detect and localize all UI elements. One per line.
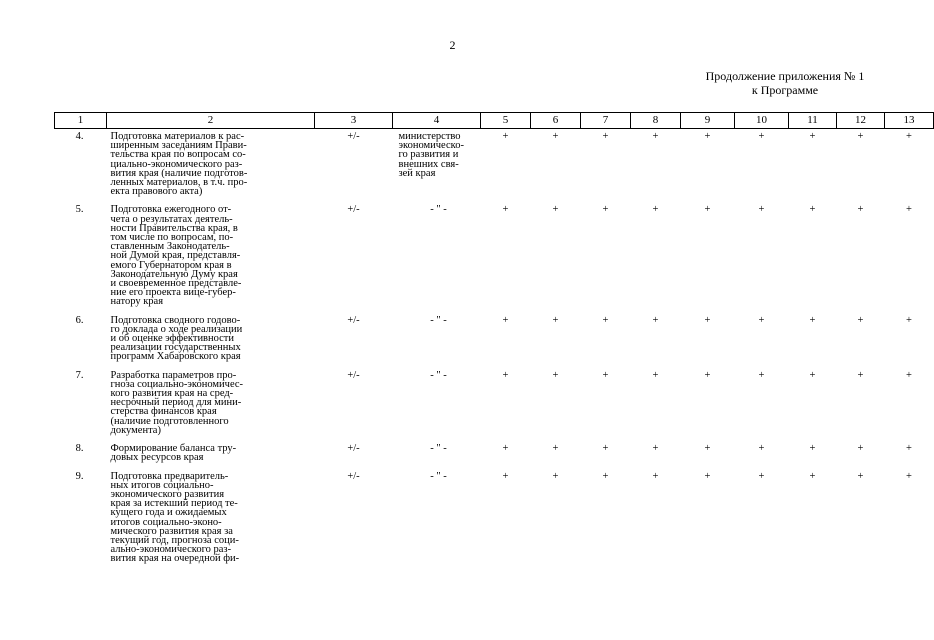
period-mark: + [652, 369, 659, 381]
period-mark: + [652, 443, 659, 455]
column-header: 2 [107, 113, 315, 129]
period-mark: + [857, 470, 864, 482]
period-mark: + [502, 470, 509, 482]
period-mark: + [857, 369, 864, 381]
responsible-executor: - " - [430, 314, 447, 326]
column-header: 3 [315, 113, 393, 129]
period-mark: + [758, 131, 765, 142]
period-mark: + [704, 314, 711, 326]
period-mark: + [857, 131, 864, 142]
period-mark: + [602, 443, 609, 455]
period-mark: + [809, 131, 816, 142]
column-header: 12 [837, 113, 885, 129]
column-header: 8 [631, 113, 681, 129]
period-mark: + [809, 369, 816, 381]
column-header: 1 [55, 113, 107, 129]
activity-name: Подготовка ежегодного от- чета о результатах деятель- ности Правительства края, в том числе по вопросам, по- ставленным Законодатель- ной Думой края, представля- емого Губернатором края в Законодательную Думу края и своевременное представле- ние его проекта вице-губер- натору края [110, 204, 242, 308]
responsible-executor: - " - [430, 369, 447, 381]
row-number: 5. [75, 204, 84, 216]
period-mark: + [652, 314, 659, 326]
period-mark: + [809, 314, 816, 326]
period-mark: + [758, 314, 765, 326]
activity-name: Подготовка предваритель- ных итогов социально- экономического развития края за истекший период те- кущего года и ожидаемых итогов социально-эконо- мического развития края за текущий год, прогноза соци- ально-экономического раз- вития края на очередной фи- [110, 470, 240, 565]
period-mark: + [758, 204, 765, 216]
period-mark: + [758, 443, 765, 455]
activity-name: Подготовка сводного годово- го доклада о ходе реализации и об оценке эффективности реализации государственных программ Хабаровского края [110, 314, 243, 363]
period-mark: + [906, 204, 912, 216]
activity-name: Подготовка материалов к рас- ширенным заседаниям Прави- тельства края по вопросам со- циально-экономического раз- вития края (наличие подготов- ленных материалов, в т.ч. про- екта правового акта) [110, 131, 248, 198]
period-mark: + [704, 131, 711, 142]
assessment-mark: +/- [347, 204, 360, 216]
responsible-executor: - " - [430, 470, 447, 482]
assessment-mark: +/- [347, 443, 360, 455]
period-mark: + [652, 204, 659, 216]
table-row [55, 368, 934, 441]
period-mark: + [552, 314, 559, 326]
appendix-note-line-2: к Программе [751, 83, 819, 97]
row-number: 9. [75, 470, 84, 482]
table-row [55, 441, 934, 468]
row-number: 6. [75, 314, 84, 326]
responsible-executor: - " - [430, 204, 447, 216]
period-mark: + [652, 470, 659, 482]
row-number: 8. [75, 443, 84, 455]
table-row [55, 129, 934, 203]
period-mark: + [502, 369, 509, 381]
column-header: 6 [531, 113, 581, 129]
period-mark: + [809, 470, 816, 482]
period-mark: + [602, 369, 609, 381]
assessment-mark: +/- [347, 131, 360, 142]
period-mark: + [552, 131, 559, 142]
assessment-mark: +/- [347, 314, 360, 326]
period-mark: + [602, 314, 609, 326]
column-header: 5 [481, 113, 531, 129]
period-mark: + [602, 470, 609, 482]
row-number: 4. [75, 131, 84, 142]
period-mark: + [857, 314, 864, 326]
period-mark: + [758, 369, 765, 381]
column-header: 11 [789, 113, 837, 129]
period-mark: + [857, 443, 864, 455]
table-row [55, 469, 934, 570]
appendix-note-line-1: Продолжение приложения № 1 [705, 69, 865, 83]
period-mark: + [552, 470, 559, 482]
period-mark: + [704, 443, 711, 455]
period-mark: + [906, 470, 912, 482]
period-mark: + [502, 443, 509, 455]
table-body [55, 129, 934, 570]
table-header-row [55, 113, 934, 129]
assessment-mark: +/- [347, 470, 360, 482]
period-mark: + [602, 131, 609, 142]
period-mark: + [502, 204, 509, 216]
period-mark: + [602, 204, 609, 216]
activity-name: Разработка параметров про- гноза социально-экономичес- кого развития края на сред- несрочный период для мини- стерства финансов края (наличие подготовленного документа) [110, 369, 244, 436]
period-mark: + [704, 204, 711, 216]
column-header: 13 [885, 113, 934, 129]
program-table [54, 112, 934, 570]
period-mark: + [857, 204, 864, 216]
period-mark: + [552, 369, 559, 381]
column-header: 4 [393, 113, 481, 129]
assessment-mark: +/- [347, 369, 360, 381]
column-header: 9 [681, 113, 735, 129]
period-mark: + [906, 443, 912, 455]
activity-name: Формирование баланса тру- довых ресурсов края [110, 443, 237, 464]
column-header: 7 [581, 113, 631, 129]
period-mark: + [652, 131, 659, 142]
period-mark: + [906, 131, 912, 142]
responsible-executor: - " - [430, 443, 447, 455]
period-mark: + [704, 369, 711, 381]
page-number: 2 [449, 38, 456, 52]
period-mark: + [809, 443, 816, 455]
responsible-executor: министерство экономическо- го развития и внешних свя- зей края [398, 131, 464, 179]
period-mark: + [552, 443, 559, 455]
period-mark: + [552, 204, 559, 216]
period-mark: + [809, 204, 816, 216]
table-row [55, 313, 934, 368]
period-mark: + [502, 131, 509, 142]
period-mark: + [502, 314, 509, 326]
table-row [55, 202, 934, 312]
period-mark: + [906, 369, 912, 381]
column-header: 10 [735, 113, 789, 129]
period-mark: + [758, 470, 765, 482]
row-number: 7. [75, 369, 84, 381]
appendix-note [640, 69, 930, 97]
period-mark: + [704, 470, 711, 482]
period-mark: + [906, 314, 912, 326]
